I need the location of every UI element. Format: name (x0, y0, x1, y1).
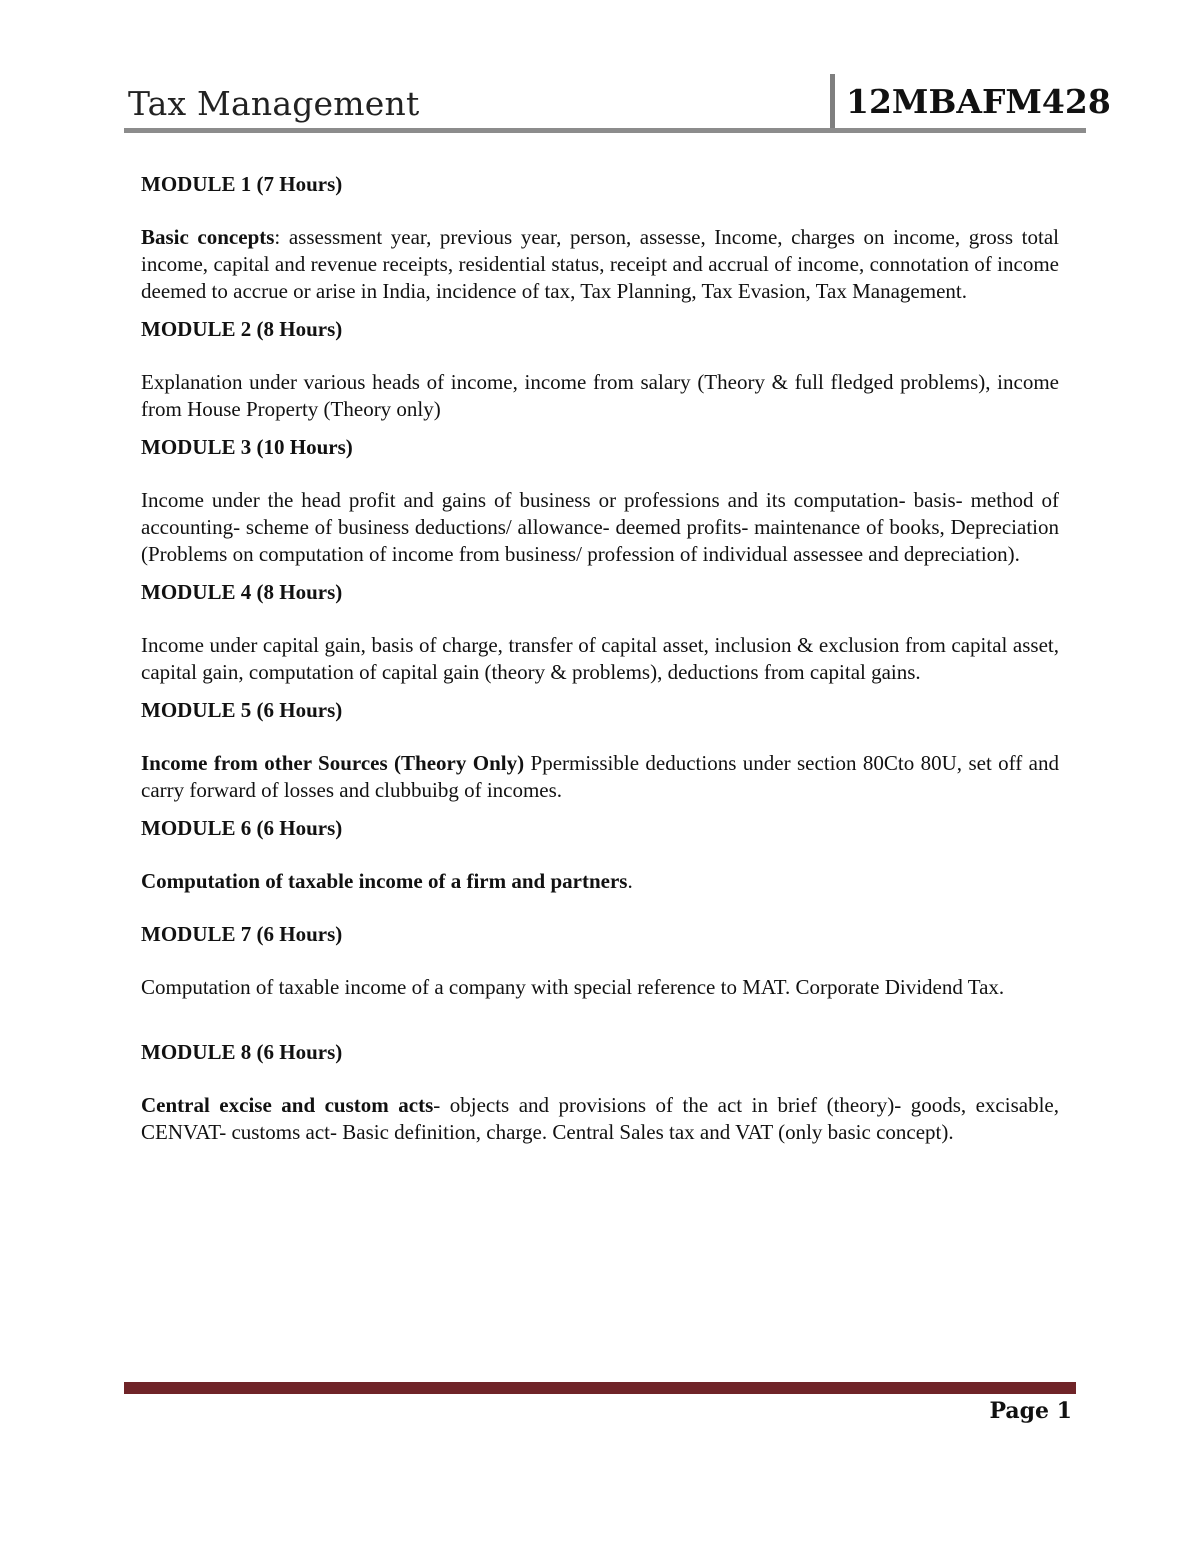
syllabus-content (141, 171, 1059, 1146)
header-divider-vertical (830, 74, 835, 130)
page-header (124, 74, 1111, 136)
footer-rule (124, 1382, 1076, 1394)
module-5-description (141, 750, 1059, 804)
page-number: Page 1 (989, 1398, 1072, 1424)
module-3-title: MODULE 3 (10 Hours) (141, 435, 353, 459)
module-4-description: Income under capital gain, basis of charge, transfer of capital asset, inclusion & exclusion from capital asset, capital gain, computation of capital gain (theory & problems), deductions from capital gains. (141, 633, 1059, 684)
module-5-body: Ppermissible deductions under section 80Cto 80U, set off and carry forward of losses and clubbuibg of incomes. (141, 751, 1059, 802)
module-1-description (141, 224, 1059, 305)
module-5-title: MODULE 5 (6 Hours) (141, 698, 343, 722)
module-3-description: Income under the head profit and gains of business or professions and its computation- basis- method of accounting- scheme of business deductions/ allowance- deemed profits- maintenance of books, Depreciation (Problems on computation of income from business/ profession of individual assessee and depreciation). (141, 488, 1059, 566)
module-6-title: MODULE 6 (6 Hours) (141, 816, 343, 840)
module-8-lead: Central excise and custom acts (141, 1093, 434, 1117)
module-8-body: - objects and provisions of the act in brief (theory)- goods, excisable, CENVAT- customs act- Basic definition, charge. Central Sales tax and VAT (only basic concept). (141, 1093, 1059, 1144)
module-7-title: MODULE 7 (6 Hours) (141, 922, 343, 946)
module-1-lead: Basic concepts (141, 225, 275, 249)
module-2-description: Explanation under various heads of income, income from salary (Theory & full fledged problems), income from House Property (Theory only) (141, 370, 1059, 421)
course-code: 12MBAFM428 (846, 82, 1111, 121)
module-1-title: MODULE 1 (7 Hours) (141, 172, 343, 196)
module-8-description (141, 1092, 1059, 1146)
module-1-body: : assessment year, previous year, person, assesse, Income, charges on income, gross total income, capital and revenue receipts, residential status, receipt and accrual of income, connotation of income deemed to accrue or arise in India, incidence of tax, Tax Planning, Tax Evasion, Tax Management. (141, 225, 1059, 303)
header-rule (124, 128, 1086, 133)
module-6-lead: Computation of taxable income of a firm and partners (141, 869, 628, 893)
module-5-lead: Income from other Sources (Theory Only) (141, 751, 525, 775)
module-6-body: . (627, 869, 633, 893)
module-2-title: MODULE 2 (8 Hours) (141, 317, 343, 341)
module-6-description (141, 868, 1059, 895)
document-title: Tax Management (128, 84, 420, 123)
module-8-title: MODULE 8 (6 Hours) (141, 1040, 343, 1064)
module-4-title: MODULE 4 (8 Hours) (141, 580, 343, 604)
module-7-description: Computation of taxable income of a company with special reference to MAT. Corporate Dividend Tax. (141, 975, 1005, 999)
